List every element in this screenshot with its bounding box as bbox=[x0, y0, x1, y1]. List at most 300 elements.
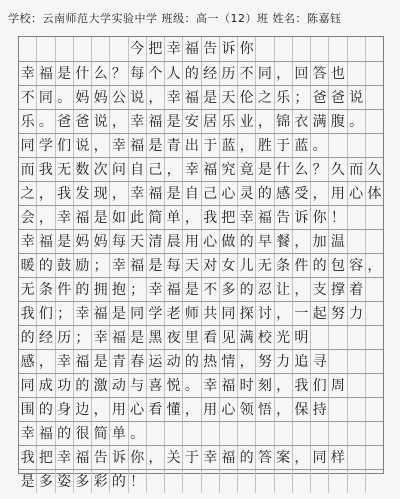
grid-cell bbox=[366, 206, 383, 229]
grid-cell: 边 bbox=[74, 398, 92, 421]
grid-cell: 春 bbox=[129, 350, 147, 373]
grid-cell: ； bbox=[74, 326, 92, 349]
grid-cell: 加 bbox=[311, 230, 329, 253]
grid-cell: 做 bbox=[220, 230, 238, 253]
grid-cell: 条 bbox=[275, 254, 293, 277]
grid-cell: 努 bbox=[329, 302, 347, 325]
essay-line-row bbox=[19, 421, 383, 445]
grid-cell: 福 bbox=[202, 158, 220, 181]
grid-cell: 乐 bbox=[19, 110, 37, 133]
grid-cell: 数 bbox=[74, 158, 92, 181]
grid-cell bbox=[348, 134, 366, 157]
grid-cell: 心 bbox=[129, 398, 147, 421]
grid-cell: 胜 bbox=[256, 134, 274, 157]
grid-cell bbox=[348, 374, 366, 397]
grid-cell: 无 bbox=[19, 278, 37, 301]
grid-cell: 究 bbox=[220, 158, 238, 181]
grid-cells bbox=[19, 350, 383, 373]
grid-cell bbox=[183, 422, 201, 445]
grid-cell: 幸 bbox=[56, 446, 74, 469]
grid-cell: 感 bbox=[275, 182, 293, 205]
grid-cell: 蓝 bbox=[293, 134, 311, 157]
grid-cell: ， bbox=[165, 158, 183, 181]
grid-cell: 幸 bbox=[202, 374, 220, 397]
grid-cell: 暖 bbox=[19, 254, 37, 277]
grid-cell: 持 bbox=[311, 398, 329, 421]
grid-cell bbox=[256, 422, 274, 445]
grid-cell: 之 bbox=[256, 86, 274, 109]
grid-cell: 的 bbox=[56, 422, 74, 445]
grid-cell: 。 bbox=[311, 134, 329, 157]
grid-cell: 幸 bbox=[92, 326, 110, 349]
grid-cell: 的 bbox=[110, 470, 128, 493]
essay-line-row bbox=[19, 397, 383, 421]
grid-cell: 的 bbox=[238, 446, 256, 469]
grid-cell: 于 bbox=[275, 134, 293, 157]
grid-cell: ， bbox=[183, 398, 201, 421]
grid-cells bbox=[19, 182, 383, 205]
grid-cell: 福 bbox=[147, 182, 165, 205]
grid-cells bbox=[19, 398, 383, 421]
grid-cell bbox=[366, 134, 383, 157]
grid-cell: 幸 bbox=[238, 206, 256, 229]
grid-cell: 受 bbox=[293, 182, 311, 205]
grid-cell bbox=[366, 422, 383, 445]
grid-cell bbox=[366, 37, 383, 61]
grid-cell: 每 bbox=[110, 230, 128, 253]
grid-cell: 一 bbox=[293, 302, 311, 325]
grid-cell: 蓝 bbox=[220, 134, 238, 157]
grid-cell bbox=[165, 422, 183, 445]
grid-cell: 动 bbox=[110, 374, 128, 397]
grid-cell: 的 bbox=[37, 254, 55, 277]
grid-cell: 抱 bbox=[110, 278, 128, 301]
grid-cell: 福 bbox=[147, 110, 165, 133]
grid-cell: 是 bbox=[165, 182, 183, 205]
grid-cell: 的 bbox=[74, 374, 92, 397]
grid-cell: 己 bbox=[147, 158, 165, 181]
grid-cell: 的 bbox=[37, 398, 55, 421]
grid-cell: 把 bbox=[147, 37, 165, 61]
grid-cell: 我 bbox=[56, 182, 74, 205]
grid-cell: 天 bbox=[220, 86, 238, 109]
essay-line-row bbox=[19, 277, 383, 301]
grid-cell: 刻 bbox=[256, 374, 274, 397]
grid-cell: 热 bbox=[202, 350, 220, 373]
grid-cell: 的 bbox=[238, 278, 256, 301]
grid-cells bbox=[19, 374, 383, 397]
grid-cell: 夜 bbox=[165, 326, 183, 349]
grid-cell: 经 bbox=[37, 326, 55, 349]
grid-cell: 诉 bbox=[293, 206, 311, 229]
grid-cell: ， bbox=[293, 446, 311, 469]
grid-cell: 多 bbox=[220, 278, 238, 301]
grid-cell bbox=[238, 422, 256, 445]
grid-cell: 而 bbox=[19, 158, 37, 181]
grid-cell: 历 bbox=[220, 62, 238, 85]
grid-cell: ； bbox=[129, 278, 147, 301]
grid-cell: 福 bbox=[74, 446, 92, 469]
grid-cell: 成 bbox=[37, 374, 55, 397]
grid-cell: 件 bbox=[293, 254, 311, 277]
grid-cell: 心 bbox=[220, 398, 238, 421]
grid-cell: 妈 bbox=[74, 230, 92, 253]
essay-line-row bbox=[19, 253, 383, 277]
grid-cell: 妈 bbox=[74, 86, 92, 109]
grid-cell: 的 bbox=[311, 254, 329, 277]
grid-cells bbox=[19, 278, 383, 301]
grid-cells bbox=[19, 62, 383, 85]
grid-cell: 身 bbox=[56, 398, 74, 421]
grid-cell: ， bbox=[293, 230, 311, 253]
grid-cell: 情 bbox=[220, 350, 238, 373]
grid-cell: 幸 bbox=[147, 278, 165, 301]
grid-cell: 与 bbox=[129, 374, 147, 397]
grid-cell: 的 bbox=[183, 350, 201, 373]
grid-cell: 忍 bbox=[256, 278, 274, 301]
grid-cell: 幸 bbox=[129, 110, 147, 133]
grid-cell: 温 bbox=[329, 230, 347, 253]
grid-cell: 学 bbox=[37, 134, 55, 157]
grid-cell: 明 bbox=[293, 326, 311, 349]
grid-cell: 晨 bbox=[165, 230, 183, 253]
essay-line-row bbox=[19, 229, 383, 253]
grid-cell: 心 bbox=[348, 182, 366, 205]
grid-cell: 关 bbox=[165, 446, 183, 469]
grid-cell: 幸 bbox=[56, 206, 74, 229]
grid-cell: 追 bbox=[293, 350, 311, 373]
grid-cell bbox=[348, 326, 366, 349]
grid-cell: 青 bbox=[110, 350, 128, 373]
grid-cell: 安 bbox=[183, 110, 201, 133]
grid-cell bbox=[311, 422, 329, 445]
grid-cell bbox=[220, 422, 238, 445]
grid-cell: 福 bbox=[74, 350, 92, 373]
grid-cell: 于 bbox=[202, 134, 220, 157]
grid-cell bbox=[37, 37, 55, 61]
grid-cell: 福 bbox=[129, 254, 147, 277]
grid-cell: 不 bbox=[19, 86, 37, 109]
grid-cell: 腹 bbox=[329, 110, 347, 133]
grid-cell: 福 bbox=[37, 230, 55, 253]
grid-cell: 爸 bbox=[56, 110, 74, 133]
grid-cell: 条 bbox=[37, 278, 55, 301]
grid-cell: ， bbox=[238, 350, 256, 373]
grid-cell: 单 bbox=[110, 422, 128, 445]
grid-cell: ！ bbox=[129, 470, 147, 493]
grid-cell: 出 bbox=[183, 134, 201, 157]
grid-cell: 满 bbox=[311, 110, 329, 133]
grid-cell: 妈 bbox=[92, 230, 110, 253]
grid-cell: 会 bbox=[19, 206, 37, 229]
grid-cell: 师 bbox=[183, 302, 201, 325]
grid-cell: 努 bbox=[256, 350, 274, 373]
grid-cell: 是 bbox=[183, 278, 201, 301]
grid-cell: 自 bbox=[183, 182, 201, 205]
grid-cell: 福 bbox=[37, 62, 55, 85]
grid-cell: ， bbox=[275, 374, 293, 397]
grid-cell: 彩 bbox=[92, 470, 110, 493]
grid-cell: 爸 bbox=[74, 110, 92, 133]
grid-cell: 支 bbox=[311, 278, 329, 301]
grid-cell bbox=[275, 422, 293, 445]
grid-cell: 同 bbox=[37, 86, 55, 109]
grid-cell: 告 bbox=[275, 206, 293, 229]
grid-cell: 幸 bbox=[110, 254, 128, 277]
grid-cell bbox=[256, 37, 274, 61]
grid-cell: 围 bbox=[19, 398, 37, 421]
grid-cell: 业 bbox=[238, 110, 256, 133]
grid-cell: 幸 bbox=[165, 37, 183, 61]
grid-cell: 而 bbox=[348, 158, 366, 181]
grid-cell: 次 bbox=[92, 158, 110, 181]
grid-cell: 我 bbox=[293, 374, 311, 397]
grid-cells bbox=[19, 37, 383, 61]
grid-cells bbox=[19, 206, 383, 229]
grid-cell bbox=[329, 350, 347, 373]
grid-cell: 见 bbox=[220, 326, 238, 349]
essay-line-row bbox=[19, 349, 383, 373]
grid-cell: 公 bbox=[110, 86, 128, 109]
grid-cell: ， bbox=[147, 446, 165, 469]
grid-cell: 幸 bbox=[74, 302, 92, 325]
grid-cell: 体 bbox=[367, 185, 382, 202]
grid-cell: 幸 bbox=[129, 182, 147, 205]
grid-cell: 同 bbox=[19, 374, 37, 397]
grid-cell: 衣 bbox=[293, 110, 311, 133]
grid-cell: 们 bbox=[37, 302, 55, 325]
grid-cells bbox=[19, 230, 383, 253]
grid-cell: 单 bbox=[165, 206, 183, 229]
header-info: 学校：云南师范大学实验中学 班级：高一（12）班 姓名：陈嘉钰 bbox=[8, 12, 342, 25]
grid-cell: 励 bbox=[74, 254, 92, 277]
grid-cell bbox=[311, 37, 329, 61]
grid-cell: 问 bbox=[110, 158, 128, 181]
grid-cell: 多 bbox=[37, 470, 55, 493]
grid-cell: 满 bbox=[238, 326, 256, 349]
grid-cell: 是 bbox=[92, 206, 110, 229]
grid-cell bbox=[366, 278, 383, 301]
essay-line-row bbox=[19, 205, 383, 229]
grid-cell: 们 bbox=[56, 134, 74, 157]
grid-cell: ？ bbox=[311, 158, 329, 181]
grid-cell: 喜 bbox=[147, 374, 165, 397]
grid-cell bbox=[311, 326, 329, 349]
grid-cell: 每 bbox=[129, 62, 147, 85]
grid-cell bbox=[366, 326, 383, 349]
grid-cell: 是 bbox=[56, 62, 74, 85]
grid-cell bbox=[366, 374, 383, 397]
grid-cell: 是 bbox=[147, 254, 165, 277]
grid-cells bbox=[19, 302, 383, 325]
grid-cell bbox=[329, 326, 347, 349]
grid-cell: 同 bbox=[311, 446, 329, 469]
essay-line-row bbox=[19, 157, 383, 181]
grid-cell: 功 bbox=[56, 374, 74, 397]
essay-line-row bbox=[19, 181, 383, 205]
grid-cell: 们 bbox=[311, 374, 329, 397]
grid-cell: 回 bbox=[293, 62, 311, 85]
grid-cell: 是 bbox=[129, 326, 147, 349]
grid-cell: 心 bbox=[220, 182, 238, 205]
grid-cell: 的 bbox=[183, 62, 201, 85]
grid-cell: 同 bbox=[129, 302, 147, 325]
grid-cell: ， bbox=[110, 110, 128, 133]
grid-cell: 说 bbox=[92, 110, 110, 133]
grid-cell: 无 bbox=[256, 254, 274, 277]
grid-cell: 妈 bbox=[92, 86, 110, 109]
grid-cell: 用 bbox=[202, 398, 220, 421]
grid-cell: 幸 bbox=[56, 350, 74, 373]
grid-cell: 福 bbox=[256, 206, 274, 229]
grid-cell: 校 bbox=[256, 326, 274, 349]
composition-grid bbox=[18, 36, 384, 490]
grid-cell: 你 bbox=[238, 37, 256, 61]
grid-cell: ， bbox=[37, 350, 55, 373]
grid-cell: 每 bbox=[165, 254, 183, 277]
grid-cell: 是 bbox=[92, 350, 110, 373]
grid-cell: 件 bbox=[56, 278, 74, 301]
grid-cell bbox=[366, 350, 383, 373]
grid-cell: 清 bbox=[147, 230, 165, 253]
essay-line-row bbox=[19, 133, 383, 157]
grid-cell: 答 bbox=[311, 62, 329, 85]
grid-cell: 于 bbox=[183, 446, 201, 469]
grid-cell: 我 bbox=[37, 158, 55, 181]
grid-cell: 诉 bbox=[220, 37, 238, 61]
grid-cell: ， bbox=[37, 182, 55, 205]
grid-cell: 。 bbox=[37, 110, 55, 133]
grid-cell: 久 bbox=[329, 158, 347, 181]
grid-cell: 自 bbox=[129, 158, 147, 181]
grid-cell: 的 bbox=[256, 182, 274, 205]
grid-cell: 发 bbox=[74, 182, 92, 205]
grid-cell: 福 bbox=[129, 134, 147, 157]
grid-cell: 让 bbox=[275, 278, 293, 301]
grid-cell bbox=[348, 422, 366, 445]
grid-cell: 鼓 bbox=[56, 254, 74, 277]
grid-cell: 着 bbox=[348, 278, 366, 301]
essay-line-row bbox=[19, 325, 383, 349]
grid-cell bbox=[348, 350, 366, 373]
grid-cell: 爸 bbox=[311, 86, 329, 109]
grid-cell: 福 bbox=[110, 326, 128, 349]
grid-cell: 探 bbox=[238, 302, 256, 325]
grid-cell: 。 bbox=[348, 110, 366, 133]
grid-cell: 锦 bbox=[275, 110, 293, 133]
grid-cell bbox=[74, 37, 92, 61]
grid-cell: 幸 bbox=[110, 134, 128, 157]
grid-cell: 是 bbox=[56, 230, 74, 253]
grid-cell bbox=[329, 422, 347, 445]
grid-cell bbox=[348, 37, 366, 61]
grid-cell: ， bbox=[147, 86, 165, 109]
grid-cell: 激 bbox=[92, 374, 110, 397]
grid-cell: 居 bbox=[202, 110, 220, 133]
grid-cell: 黑 bbox=[147, 326, 165, 349]
grid-cell bbox=[329, 398, 347, 421]
grid-cell bbox=[19, 37, 37, 61]
grid-cell: 天 bbox=[183, 254, 201, 277]
grid-cell: 诉 bbox=[110, 446, 128, 469]
grid-cell: 不 bbox=[202, 278, 220, 301]
grid-cell: 女 bbox=[220, 254, 238, 277]
grid-cell: 也 bbox=[329, 62, 347, 85]
grid-cell: 起 bbox=[311, 302, 329, 325]
grid-cell bbox=[275, 37, 293, 61]
grid-cell: ， bbox=[238, 134, 256, 157]
grid-cell: 福 bbox=[183, 37, 201, 61]
grid-cell bbox=[92, 37, 110, 61]
grid-cell bbox=[348, 398, 366, 421]
grid-cell: 寻 bbox=[311, 350, 329, 373]
grid-cell: 竟 bbox=[238, 158, 256, 181]
grid-cell: 对 bbox=[202, 254, 220, 277]
grid-cell bbox=[366, 446, 383, 469]
grid-cell: 今 bbox=[129, 37, 147, 61]
grid-cells bbox=[19, 422, 383, 445]
grid-cell: 把 bbox=[220, 206, 238, 229]
grid-cell: ， bbox=[110, 182, 128, 205]
grid-cell: 看 bbox=[147, 398, 165, 421]
grid-cell: 幸 bbox=[183, 158, 201, 181]
grid-cell: 告 bbox=[92, 446, 110, 469]
grid-cell: ； bbox=[56, 302, 74, 325]
grid-cell: 用 bbox=[329, 182, 347, 205]
grid-cells bbox=[19, 86, 383, 109]
essay-line-row bbox=[19, 373, 383, 397]
grid-cells bbox=[19, 110, 383, 133]
grid-cell: 是 bbox=[19, 470, 37, 493]
grid-cell: 之 bbox=[19, 182, 37, 205]
grid-cell: 撑 bbox=[329, 278, 347, 301]
grid-cell: 么 bbox=[293, 158, 311, 181]
grid-cell: ， bbox=[367, 257, 382, 274]
grid-cell: 是 bbox=[110, 302, 128, 325]
grid-cell bbox=[366, 398, 383, 421]
grid-cell bbox=[348, 62, 366, 85]
grid-cell: ， bbox=[183, 206, 201, 229]
grid-cell: 里 bbox=[183, 326, 201, 349]
grid-cell bbox=[293, 422, 311, 445]
grid-cells bbox=[19, 134, 383, 157]
grid-cell: 伦 bbox=[238, 86, 256, 109]
grid-cell: 爸 bbox=[329, 86, 347, 109]
grid-cell: 感 bbox=[19, 350, 37, 373]
grid-cell bbox=[329, 37, 347, 61]
grid-cell: 我 bbox=[202, 206, 220, 229]
grid-cell: 姿 bbox=[56, 470, 74, 493]
grid-cell: 经 bbox=[202, 62, 220, 85]
grid-cell: 福 bbox=[165, 278, 183, 301]
grid-cell: 包 bbox=[329, 254, 347, 277]
grid-cell: 乐 bbox=[275, 86, 293, 109]
grid-cell: 此 bbox=[129, 206, 147, 229]
grid-cell: 天 bbox=[129, 230, 147, 253]
grid-cell: 无 bbox=[56, 158, 74, 181]
grid-cell: 看 bbox=[202, 326, 220, 349]
grid-cell: 同 bbox=[19, 134, 37, 157]
grid-cell bbox=[366, 62, 383, 85]
essay-line-row bbox=[19, 109, 383, 133]
grid-cell: 把 bbox=[37, 446, 55, 469]
grid-cell: 的 bbox=[19, 326, 37, 349]
grid-cell: 周 bbox=[329, 374, 347, 397]
grid-cell: ， bbox=[275, 62, 293, 85]
grid-cell bbox=[56, 37, 74, 61]
grid-cell: 人 bbox=[165, 62, 183, 85]
grid-cell: 多 bbox=[74, 470, 92, 493]
